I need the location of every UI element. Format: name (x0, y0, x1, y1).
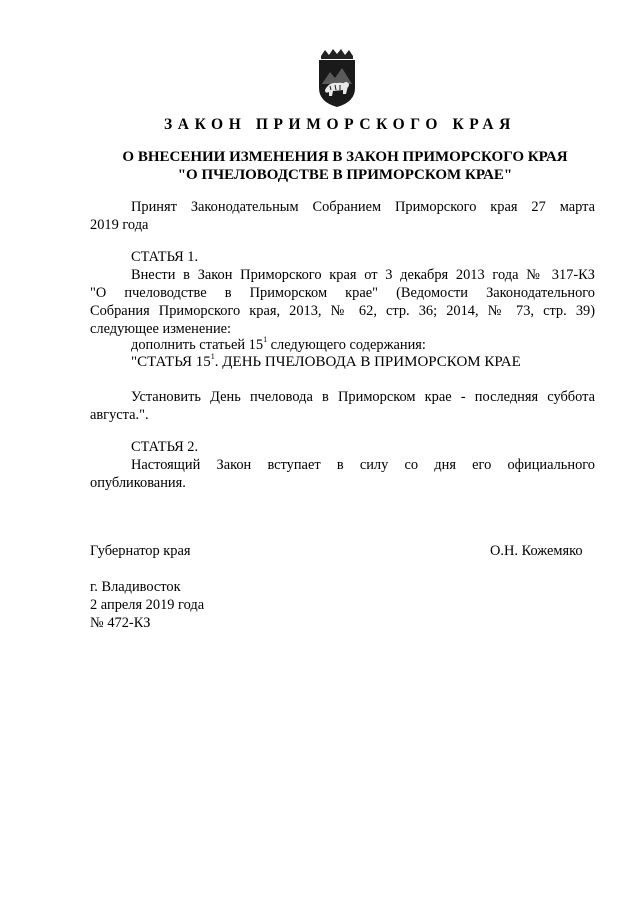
article-2-line-2: опубликования. (90, 475, 186, 491)
article-1-line-4: следующее изменение: (90, 321, 232, 337)
coat-of-arms-emblem (315, 48, 359, 108)
signatory-name: О.Н. Кожемяко (490, 543, 583, 559)
signatory-position: Губернатор края (90, 543, 191, 559)
law-title: ЗАКОН ПРИМОРСКОГО КРАЯ (164, 116, 516, 133)
law-subtitle-line-1: О ВНЕСЕНИИ ИЗМЕНЕНИЯ В ЗАКОН ПРИМОРСКОГО КРАЯ (122, 149, 568, 165)
new-article-heading: "СТАТЬЯ $15^1$. ДЕНЬ ПЧЕЛОВОДА В ПРИМОРСКОМ КРАЕ (131, 352, 521, 370)
article-1-line-2: "О пчеловодстве в Приморском крае" (Ведомости Законодательного (90, 285, 595, 301)
article-2-heading: СТАТЬЯ 2. (131, 439, 199, 455)
new-article-text-line-2: августа.". (90, 407, 149, 423)
footer-city: г. Владивосток (90, 579, 181, 595)
footer-date: 2 апреля 2019 года (90, 597, 205, 613)
article-1-line-1: Внести в Закон Приморского края от 3 декабря 2013 года № 317-КЗ (131, 267, 595, 283)
article-2-line-1: Настоящий Закон вступает в силу со дня его официального (131, 457, 595, 473)
new-article-text-line-1: Установить День пчеловода в Приморском крае - последняя суббота (131, 389, 595, 405)
article-1-amendment-line: дополнить статьей $15^1$ следующего содержания: (131, 335, 426, 353)
article-1-heading: СТАТЬЯ 1. (131, 249, 199, 265)
law-subtitle-line-2: "О ПЧЕЛОВОДСТВЕ В ПРИМОРСКОМ КРАЕ" (177, 167, 513, 183)
footer-law-number: № 472-КЗ (90, 615, 151, 631)
adoption-paragraph-line-2: 2019 года (90, 217, 149, 233)
adoption-paragraph-line-1: Принят Законодательным Собранием Приморского края 27 марта (131, 199, 595, 215)
article-1-line-3: Собрания Приморского края, 2013, № 62, стр. 36; 2014, № 73, стр. 39) (90, 303, 595, 319)
